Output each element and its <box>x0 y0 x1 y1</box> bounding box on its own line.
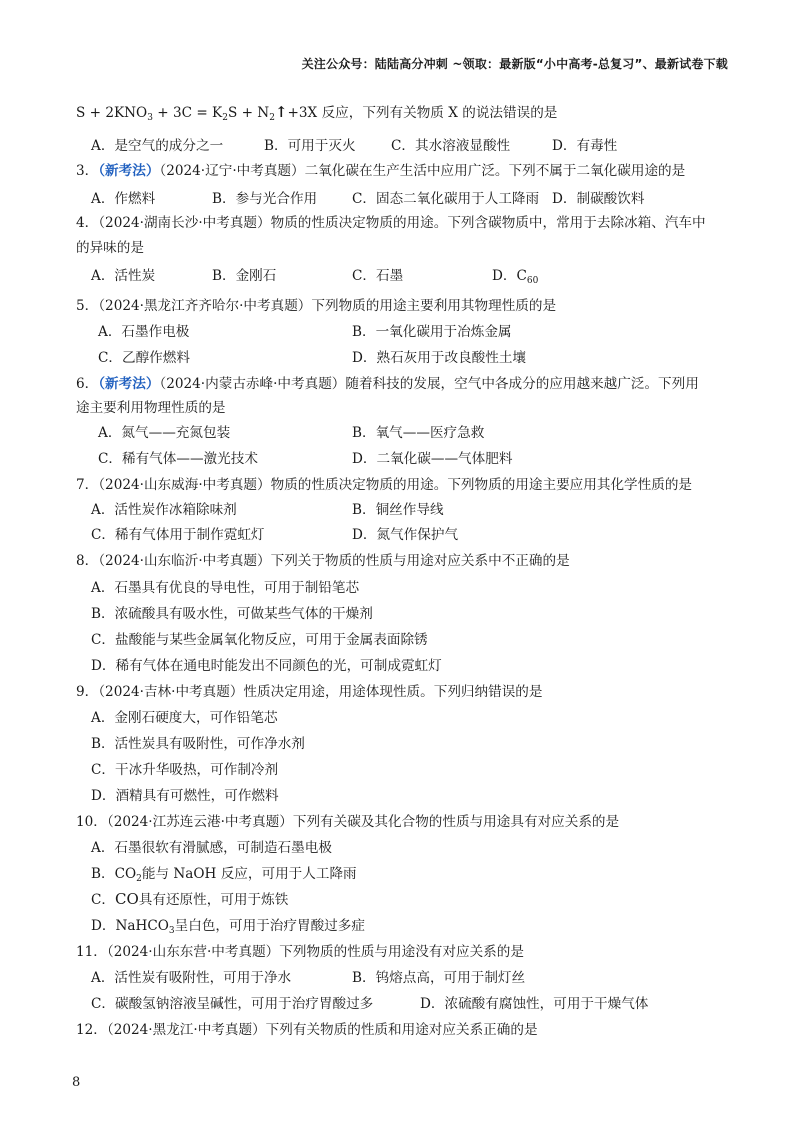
question-6-option-d: D．二氧化碳——气体肥料 <box>352 451 513 467</box>
question-5-stem: 5．（2024·黑龙江齐齐哈尔·中考真题）下列物质的用途主要利用其物理性质的是 <box>76 298 557 314</box>
question-11-option-a: A．活性炭有吸附性，可用于净水 <box>91 970 292 986</box>
question-5-option-b: B．一氧化碳用于冶炼金属 <box>352 324 512 340</box>
question-7-option-a: A．活性炭作冰箱除味剂 <box>91 502 237 518</box>
question-5-option-a: A．石墨作电极 <box>98 324 190 340</box>
question-8-stem: 8．（2024·山东临沂·中考真题）下列关于物质的性质与用途对应关系中不正确的是 <box>76 553 570 569</box>
question-8-option-b: B．浓硫酸具有吸水性，可做某些气体的干燥剂 <box>91 606 373 622</box>
question-7-option-b: B．铜丝作导线 <box>352 502 444 518</box>
question-12-stem: 12．（2024·黑龙江·中考真题）下列有关物质的性质和用途对应关系正确的是 <box>76 1022 538 1038</box>
question-10-option-c: C．CO具有还原性，可用于炼铁 <box>91 890 289 908</box>
up-arrow-icon: ↑ <box>274 103 288 121</box>
question-11-option-d: D．浓硫酸有腐蚀性，可用于干燥气体 <box>420 996 649 1012</box>
question-10-stem: 10．（2024·江苏连云港·中考真题）下列有关碳及其化合物的性质与用途具有对应关系的是 <box>76 814 620 830</box>
question-6-stem-line1: 6．（新考法）（2024·内蒙古赤峰·中考真题）随着科技的发展，空气中各成分的应用越来越广泛。下列用 <box>76 376 699 392</box>
question-2-option-d: D．有毒性 <box>552 138 618 154</box>
page-header: 关注公众号：陆陆高分冲刺 ~领取：最新版“小中高考-总复习”、最新试卷下载 <box>301 57 728 71</box>
question-9-option-a: A．金刚石硬度大，可作铅笔芯 <box>91 710 278 726</box>
new-method-tag: （新考法） <box>98 163 160 179</box>
question-9-option-d: D．酒精具有可燃性，可作燃料 <box>91 788 279 804</box>
question-6-option-c: C．稀有气体——激光技术 <box>98 451 258 467</box>
question-8-option-c: C．盐酸能与某些金属氧化物反应，可用于金属表面除锈 <box>91 632 428 648</box>
question-6-stem-line2: 途主要利用物理性质的是 <box>76 400 226 416</box>
question-3-option-d: D．制碳酸饮料 <box>552 191 645 207</box>
question-6-option-a: A．氮气——充氮包装 <box>98 425 231 441</box>
question-8-option-a: A．石墨具有优良的导电性，可用于制铅笔芯 <box>91 580 360 596</box>
question-5-option-c: C．乙醇作燃料 <box>98 350 190 366</box>
question-3-option-a: A．作燃料 <box>91 191 156 207</box>
question-10-option-d: D．NaHCO$_3$呈白色，可用于治疗胃酸过多症 <box>91 918 365 936</box>
question-4-option-b: B．金刚石 <box>212 268 277 284</box>
question-4-option-c: C．石墨 <box>352 268 404 284</box>
question-2-option-a: A．是空气的成分之一 <box>91 138 224 154</box>
question-6-option-b: B．氧气——医疗急救 <box>352 425 485 441</box>
page-number: 8 <box>72 1075 81 1090</box>
question-10-option-b: B．$CO_2$能与 NaOH 反应，可用于人工降雨 <box>91 866 357 884</box>
question-11-option-b: B．钨熔点高，可用于制灯丝 <box>352 970 526 986</box>
question-7-option-d: D．氮气作保护气 <box>352 527 459 543</box>
question-7-stem: 7．（2024·山东威海·中考真题）物质的性质决定物质的用途。下列物质的用途主要应用其化学性质的是 <box>76 477 693 493</box>
new-method-tag: （新考法） <box>98 376 160 392</box>
question-9-option-c: C．干冰升华吸热，可作制冷剂 <box>91 762 279 778</box>
question-4-stem-line2: 的异味的是 <box>76 240 144 256</box>
question-3-option-c: C．固态二氧化碳用于人工降雨 <box>352 191 540 207</box>
question-4-stem-line1: 4．（2024·湖南长沙·中考真题）物质的性质决定物质的用途。下列含碳物质中，常用于去除冰箱、汽车中 <box>76 215 706 231</box>
question-11-stem: 11．（2024·山东东营·中考真题）下列物质的性质与用途没有对应关系的是 <box>76 944 524 960</box>
question-11-option-c: C．碳酸氢钠溶液呈碱性，可用于治疗胃酸过多 <box>91 996 374 1012</box>
question-3-stem: 3．（新考法）（2024·辽宁·中考真题）二氧化碳在生产生活中应用广泛。下列不属于二氧化碳用途的是 <box>76 163 686 179</box>
question-10-option-a: A．石墨很软有滑腻感，可制造石墨电极 <box>91 840 332 856</box>
question-4-option-d: D．$C_{60}$ <box>492 268 539 286</box>
question-9-option-b: B．活性炭具有吸附性，可作净水剂 <box>91 736 305 752</box>
question-5-option-d: D．熟石灰用于改良酸性土壤 <box>352 350 527 366</box>
question-3-option-b: B．参与光合作用 <box>212 191 318 207</box>
question-4-option-a: A．活性炭 <box>91 268 156 284</box>
question-2-option-c: C．其水溶液显酸性 <box>391 138 511 154</box>
question-2-option-b: B．可用于灭火 <box>264 138 356 154</box>
question-7-option-c: C．稀有气体用于制作霓虹灯 <box>91 527 265 543</box>
question-9-stem: 9．（2024·吉林·中考真题）性质决定用途，用途体现性质。下列归纳错误的是 <box>76 684 543 700</box>
question-2-stem: $S + 2KNO_3 + 3C = K_2S$ + $N_2↑+3X$ 反应，下列有关物质 X 的说法错误的是 <box>76 103 558 123</box>
question-8-option-d: D．稀有气体在通电时能发出不同颜色的光，可制成霓虹灯 <box>91 658 442 674</box>
